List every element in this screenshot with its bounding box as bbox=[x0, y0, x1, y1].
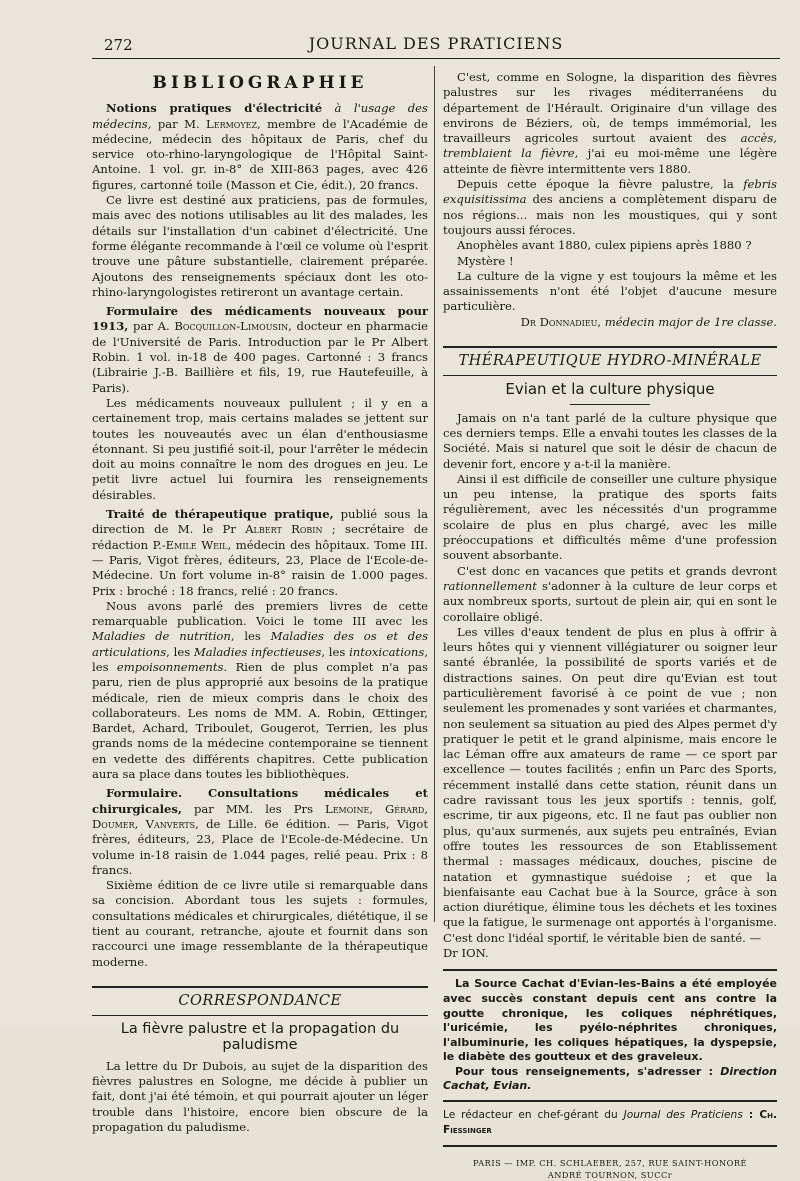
letter-continued-3: Anophèles avant 1880, culex pipiens après 1880 ? bbox=[457, 238, 752, 253]
journal-title: JOURNAL DES PRATICIENS bbox=[308, 34, 564, 53]
review-entry-2: Formulaire des médicaments nouveaux pour 1913, par A. Bocquillon-Limousin, docteur en pharmacie de l'Université de Paris. Introduction par le Pr Albert Robin. 1 vol. in-18 de 400 pages. Cartonné : 3 francs (Librairie J.-B. Baillière et fils, 19, rue Hautefeuille, à Paris). bbox=[92, 304, 428, 395]
ad-contact: Pour tous renseignements, s'adresser : Direction Cachat, Evian. bbox=[443, 1064, 777, 1093]
bibliographie-heading: BIBLIOGRAPHIE bbox=[152, 73, 368, 93]
ad-text: La Source Cachat d'Evian-les-Bains a été employée avec succès constant depuis cent ans contre la goutte chronique, les coliques néphrétiques, l'uricémie, les pyélo-néphrites chroniques, l'albuminurie, les coliques hépatiques, la dyspepsie, le diabète des goutteux et des graveleux. bbox=[443, 977, 777, 1064]
correspondance-text: La lettre du Dr Dubois, au sujet de la disparition des fièvres palustres en Sologne, me décide à publier un fait, dont j'ai été témoin, et qui pourrait ajouter un léger trouble dans l'histoire, encore bien obscure de la propagation du paludisme. bbox=[92, 1058, 428, 1134]
letter-signature: Dr Donnadieu, médecin major de 1re classe. bbox=[520, 314, 777, 329]
letter-continued-1: C'est, comme en Sologne, la disparition des fièvres palustres sur les rivages méditerranéens du département de l'Hérault. Originaire d'un village des environs de Béziers, où, de temps immémorial, les travailleurs agricoles surtout avaient des accès, tremblaient la fièvre, j'ai eu moi-même une légère atteinte de fièvre intermittente vers 1880. bbox=[443, 70, 777, 176]
review-entry-3: Traité de thérapeutique pratique, publié sous la direction de M. le Pr Albert Robin ; secrétaire de rédaction P.-Emile Weil, médecin des hôpitaux. Tome III. — Paris, Vigot frères, éditeurs, 23, Place de l'Ecole-de-Médecine. Un fort volume in-8° raisin de 1.000 pages. Prix : broché : 18 francs, relié : 20 francs. bbox=[92, 507, 428, 598]
evian-article-title: Evian et la culture physique bbox=[505, 380, 715, 399]
correspondance-heading-box bbox=[92, 986, 428, 1016]
review-text-4: Sixième édition de ce livre utile si remarquable dans sa concision. Abordant tous les sujets : formules, consultations médicales et chirurgicales, diététique, il se tient au courant, retranche, ajoute et fournit dans son raccourci une image ressemblante de la thérapeutique moderne. bbox=[92, 878, 428, 969]
column-divider bbox=[434, 66, 435, 922]
correspondance-heading: CORRESPONDANCE bbox=[178, 992, 342, 1009]
right-column bbox=[443, 70, 777, 1181]
page-number: 272 bbox=[104, 36, 133, 54]
correspondance-article-title: La fièvre palustre et la propagation du paludisme bbox=[120, 1021, 400, 1053]
cachat-advertisement bbox=[443, 969, 777, 1102]
therapeutique-heading-box bbox=[443, 346, 777, 376]
letter-continued-4: Mystère ! bbox=[457, 253, 514, 268]
evian-text-3: C'est donc en vacances que petits et grands devront rationnellement s'adonner à la culture de leur corps et aux nombreux sports, surtout de plein air, qui en sont le corollaire obligé. bbox=[443, 563, 777, 624]
evian-text-2: Ainsi il est difficile de conseiller une culture physique un peu intense, la pratique des sports faits régulièrement, avec les nécessités d'un programme scolaire de plus en plus chargé, avec les mille préoccupations et difficultés même d'une profession souvent absorbante. bbox=[443, 471, 777, 563]
header-rule bbox=[92, 58, 780, 59]
review-entry-1: Notions pratiques d'électricité à l'usage des médecins, par M. Lermoyez, membre de l'Académie de médecine, médecin des hôpitaux de Paris, chef du service oto-rhino-laryngologique de l'Hôpital Saint-Antoine. 1 vol. gr. in-8° de XIII-863 pages, avec 426 figures, cartonné toile (Masson et Cie, édit.), 20 francs. bbox=[92, 101, 429, 192]
letter-continued-5: La culture de la vigne y est toujours la même et les assainissements n'ont été l'objet d'aucune mesure particulière. bbox=[443, 268, 777, 314]
evian-signature: Dr ION. bbox=[443, 946, 489, 961]
review-text-2: Les médicaments nouveaux pullulent ; il y en a certainement trop, mais certains malades se jettent sur toutes les nouveautés avec un élan d'enthousiasme étonnant. Si peu justifié soit-il, pour l'arrêter le médecin doit au moins connaître le nom des drogues en jeu. Le petit livre actuel lui fournira les renseignements désirables. bbox=[92, 395, 428, 502]
letter-continued-2: Depuis cette époque la fièvre palustre, la febris exquisitissima des anciens a complètement disparu de nos régions... mais non les moustiques, qui y sont toujours aussi féroces. bbox=[443, 177, 777, 237]
editor-line: Le rédacteur en chef-gérant du Journal des Praticiens : Ch. Fiessinger bbox=[443, 1108, 777, 1147]
printer-imprint: PARIS — IMP. CH. SCHLAEBER, 257, RUE SAINT-HONORÉ ANDRÉ TOURNON, SUCCr bbox=[473, 1157, 747, 1180]
evian-text-1: Jamais on n'a tant parlé de la culture physique que ces derniers temps. Elle a envahi toutes les classes de la Société. Mais si naturel que soit le désir de chacun de devenir fort, encore y a-t-il la manière. bbox=[443, 410, 777, 471]
evian-text-4: Les villes d'eaux tendent de plus en plus à offrir à leurs hôtes qui y viennent villégiaturer ou soigner leur santé ébranlée, la possibilité de sports variés et de distractions saines. On peut dire qu'Evian est tout particulièrement favorisé à ce point de vue ; non seulement les promenades y sont variées et charmantes, non seulement sa situation au pied des Alpes permet d'y pratiquer le petit et le grand alpinisme, mais encore le lac Léman offre aux amateurs de rame — ce sport par excellence — toutes facilités ; enfin un Parc des Sports, récemment installé dans cette station, réunit dans un cadre ravissant tous les jeux sportifs : tennis, golf, escrime, tir aux pigeons, etc. Il ne faut pas oublier non plus, qu'aux surmenés, aux sujets peu entraînés, Evian offre toutes les ressources de son Etablissement thermal : massages médicaux, douches, piscine de natation et gymnastique suédoise ; et que la bienfaisante eau Cachat bue à la Source, grâce à son action diurétique, élimine tous les déchets et les toxines que la fatigue, le surmenage ont apportés à l'organisme. C'est donc l'idéal sportif, le véritable bien de santé. — bbox=[443, 624, 778, 945]
review-text-3: Nous avons parlé des premiers livres de cette remarquable publication. Voici le tome III avec les Maladies de nutrition, les Maladies des os et des articulations, les Maladies infectieuses, les intoxications, les empoisonnements. Rien de plus complet n'a pas paru, rien de plus approprié aux besoins de la pratique médicale, rien de mieux compris dans le choix des collaborateurs. Les noms de MM. A. Robin, Œttinger, Bardet, Achard, Triboulet, Gougerot, Terrien, les plus grands noms de la médecine contemporaine se tiennent en vedette des différents chapitres. Cette publication aura sa place dans toutes les bibliothèques. bbox=[92, 598, 429, 782]
left-column bbox=[92, 70, 428, 1135]
review-entry-4: Formulaire. Consultations médicales et chirurgicales, par MM. les Prs Lemoine, Gérard, Doumer, Vanverts, de Lille. 6e édition. — Paris, Vigot frères, éditeurs, 23, Place de l'Ecole-de-Médecine. Un volume in-18 raisin de 1.044 pages, relié peau. Prix : 8 francs. bbox=[92, 786, 428, 877]
title-rule bbox=[570, 404, 650, 405]
therapeutique-heading: THÉRAPEUTIQUE HYDRO-MINÉRALE bbox=[458, 353, 762, 370]
running-header bbox=[92, 32, 780, 56]
review-text-1: Ce livre est destiné aux praticiens, pas de formules, mais avec des notions utilisables au lit des malades, les détails sur l'installation d'un cabinet d'électricité. Une forme élégante recommande à l'œil ce volume où l'esprit trouve une pâture substantielle, clairement préparée. Ajoutons des renseignements spéciaux dont les oto-rhino-laryngologistes retireront un avantage certain. bbox=[92, 193, 428, 299]
